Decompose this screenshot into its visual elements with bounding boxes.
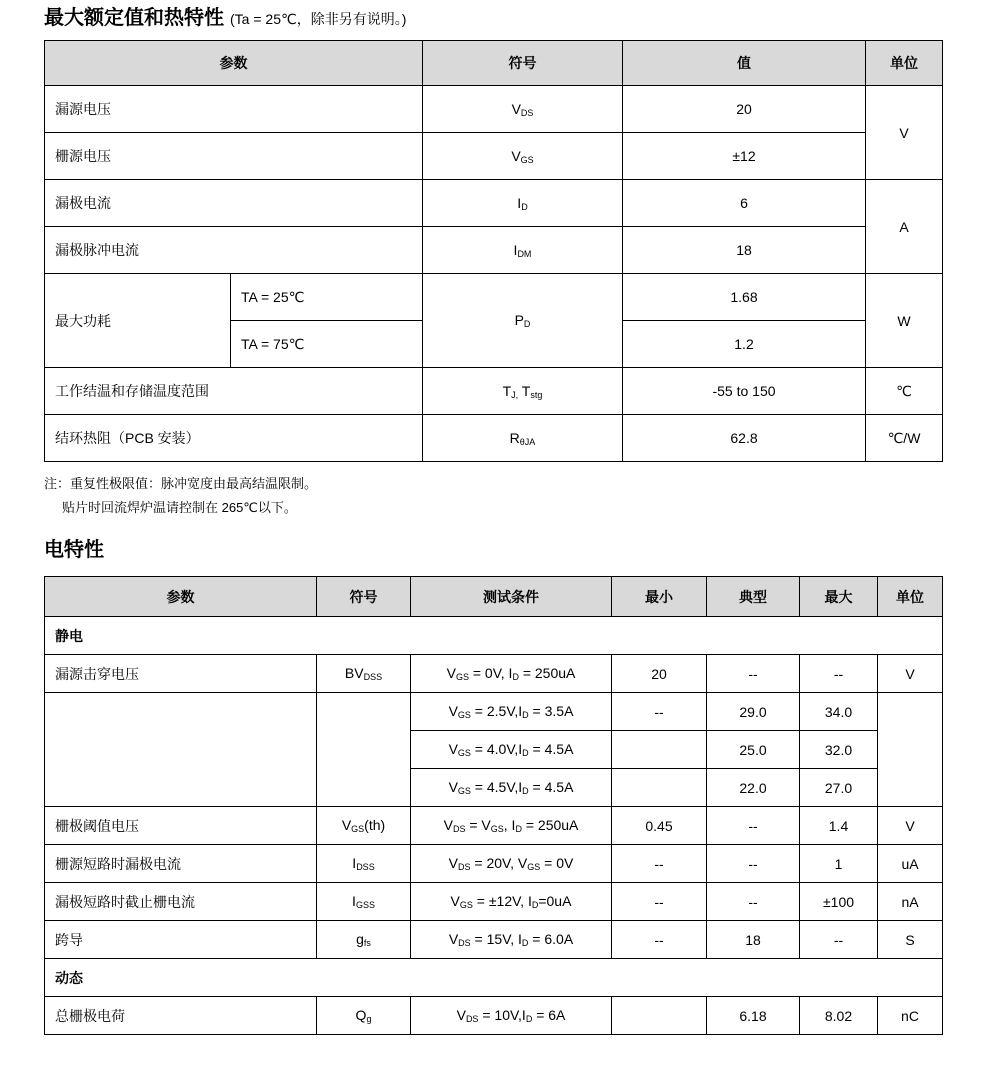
header-typ: 典型 [707, 577, 800, 617]
table-row [45, 845, 943, 883]
unit-cell: V [866, 86, 943, 180]
symbol-cell: $V_{GS}$ [423, 133, 623, 180]
table-row [45, 807, 943, 845]
min-cell: 20 [612, 655, 707, 693]
param-cell: 栅源电压 [45, 133, 423, 180]
symbol-cell: $g_{fs}$ [317, 921, 411, 959]
symbol-cell: $P_D$ [423, 274, 623, 368]
param-cell: 跨导 [45, 921, 317, 959]
unit-cell [878, 693, 943, 807]
param-cell: 漏极电流 [45, 180, 423, 227]
max-cell: 32.0 [800, 731, 878, 769]
min-cell [612, 769, 707, 807]
symbol-cell: $I_{GSS}$ [317, 883, 411, 921]
symbol-cell: $Q_g$ [317, 997, 411, 1035]
header-min: 最小 [612, 577, 707, 617]
typ-cell: 18 [707, 921, 800, 959]
condition-cell: $V_{DS} = 15V$, $I_D = 6.0A$ [411, 921, 612, 959]
header-unit: 单位 [878, 577, 943, 617]
param-cell: 结环热阻（PCB 安装） [45, 415, 423, 462]
condition-cell: $V_{DS} = 20V$, $V_{GS} = 0V$ [411, 845, 612, 883]
param-cell [45, 693, 317, 807]
header-unit: 单位 [866, 41, 943, 86]
unit-cell: nA [878, 883, 943, 921]
value-cell: ±12 [623, 133, 866, 180]
unit-cell: V [878, 807, 943, 845]
table-row [45, 997, 943, 1035]
symbol-cell: $V_{GS}(th)$ [317, 807, 411, 845]
header-param: 参数 [45, 577, 317, 617]
max-cell: 8.02 [800, 997, 878, 1035]
condition-cell: $V_{GS} = 4.0V,I_D = 4.5A$ [411, 731, 612, 769]
value-cell: -55 to 150 [623, 368, 866, 415]
table-row [45, 921, 943, 959]
param-cell: 漏源击穿电压 [45, 655, 317, 693]
value-cell: 62.8 [623, 415, 866, 462]
typ-cell: 25.0 [707, 731, 800, 769]
section-title-electrical: 电特性 [44, 539, 104, 561]
max-cell: ±100 [800, 883, 878, 921]
min-cell: -- [612, 883, 707, 921]
header-param: 参数 [45, 41, 423, 86]
max-cell: 1.4 [800, 807, 878, 845]
min-cell: -- [612, 845, 707, 883]
table-header-row [45, 577, 943, 617]
symbol-cell: $T_{J,}$ $T_{stg}$ [423, 368, 623, 415]
symbol-cell [317, 693, 411, 807]
typ-cell: -- [707, 807, 800, 845]
section-title-max-ratings [44, 6, 406, 31]
symbol-cell: $R_{\theta JA}$ [423, 415, 623, 462]
unit-cell: ℃/W [866, 415, 943, 462]
table-row [45, 693, 943, 731]
group-static: 静电 [45, 617, 943, 655]
min-cell [612, 997, 707, 1035]
value-cell: 20 [623, 86, 866, 133]
table-row [45, 227, 943, 274]
max-ratings-table [44, 40, 943, 462]
param-cell: 栅源短路时漏极电流 [45, 845, 317, 883]
min-cell: 0.45 [612, 807, 707, 845]
param-cell: 总栅极电荷 [45, 997, 317, 1035]
symbol-cell: $I_{DM}$ [423, 227, 623, 274]
typ-cell: 22.0 [707, 769, 800, 807]
condition-cell: TA = 25℃ [231, 274, 423, 321]
electrical-characteristics-table [44, 576, 943, 1035]
max-cell: -- [800, 921, 878, 959]
table-row [45, 883, 943, 921]
section-condition: (Ta = 25℃，除非另有说明。) [230, 11, 407, 27]
group-row [45, 959, 943, 997]
max-cell: 1 [800, 845, 878, 883]
group-dynamic: 动态 [45, 959, 943, 997]
header-condition: 测试条件 [411, 577, 612, 617]
table-row [45, 655, 943, 693]
condition-cell: $V_{GS} = 2.5V,I_D = 3.5A$ [411, 693, 612, 731]
typ-cell: -- [707, 655, 800, 693]
max-cell: -- [800, 655, 878, 693]
table-row [45, 368, 943, 415]
condition-cell: $V_{GS} = \pm 12V$, $I_D=0uA$ [411, 883, 612, 921]
symbol-cell: $I_D$ [423, 180, 623, 227]
table-row [45, 133, 943, 180]
unit-cell: W [866, 274, 943, 368]
table-row [45, 415, 943, 462]
typ-cell: 29.0 [707, 693, 800, 731]
table-header-row [45, 41, 943, 86]
condition-cell: $V_{DS} = 10V,I_D = 6A$ [411, 997, 612, 1035]
symbol-cell: $BV_{DSS}$ [317, 655, 411, 693]
param-cell: 栅极阈值电压 [45, 807, 317, 845]
header-symbol: 符号 [423, 41, 623, 86]
note-line-2: 贴片时回流焊炉温请控制在 265℃以下。 [62, 500, 297, 515]
condition-cell: $V_{GS} = 4.5V,I_D = 4.5A$ [411, 769, 612, 807]
header-max: 最大 [800, 577, 878, 617]
group-row [45, 617, 943, 655]
value-cell: 18 [623, 227, 866, 274]
header-symbol: 符号 [317, 577, 411, 617]
param-cell: 漏源电压 [45, 86, 423, 133]
typ-cell: 6.18 [707, 997, 800, 1035]
symbol-cell: $V_{DS}$ [423, 86, 623, 133]
header-value: 值 [623, 41, 866, 86]
note-line-1: 注：重复性极限值：脉冲宽度由最高结温限制。 [44, 476, 318, 491]
param-cell: 工作结温和存储温度范围 [45, 368, 423, 415]
max-cell: 27.0 [800, 769, 878, 807]
condition-cell: $V_{GS} = 0V$, $I_D = 250uA$ [411, 655, 612, 693]
param-cell: 漏极脉冲电流 [45, 227, 423, 274]
table-row [45, 86, 943, 133]
max-cell: 34.0 [800, 693, 878, 731]
value-cell: 6 [623, 180, 866, 227]
param-cell: 最大功耗 [45, 274, 231, 368]
value-cell: 1.2 [623, 321, 866, 368]
condition-cell: TA = 75℃ [231, 321, 423, 368]
section-title-text: 最大额定值和热特性 [44, 7, 224, 29]
condition-cell: $V_{DS} = V_{GS}$, $I_D = 250uA$ [411, 807, 612, 845]
unit-cell: S [878, 921, 943, 959]
min-cell: -- [612, 693, 707, 731]
unit-cell: uA [878, 845, 943, 883]
min-cell [612, 731, 707, 769]
param-cell: 漏极短路时截止栅电流 [45, 883, 317, 921]
symbol-cell: $I_{DSS}$ [317, 845, 411, 883]
typ-cell: -- [707, 883, 800, 921]
unit-cell: A [866, 180, 943, 274]
unit-cell: ℃ [866, 368, 943, 415]
min-cell: -- [612, 921, 707, 959]
unit-cell: V [878, 655, 943, 693]
unit-cell: nC [878, 997, 943, 1035]
typ-cell: -- [707, 845, 800, 883]
value-cell: 1.68 [623, 274, 866, 321]
table-row [45, 180, 943, 227]
table-row [45, 274, 943, 321]
